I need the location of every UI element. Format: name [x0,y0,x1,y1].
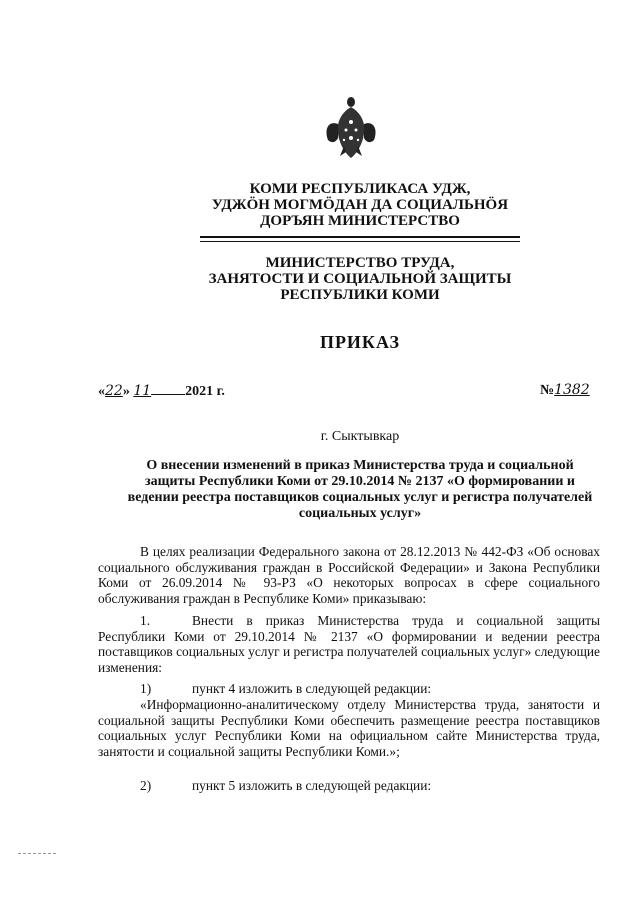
header-ru-line: РЕСПУБЛИКИ КОМИ [280,287,440,303]
order-date [98,382,225,400]
date-close-quote: » [122,384,130,399]
header-komi-line: ДОРЪЯН МИНИСТЕРСТВО [260,213,460,229]
clause-1 [98,613,600,675]
preamble-paragraph: В целях реализации Федерального закона от 28.12.2013 № 442-ФЗ «Об основах социального обслуживания граждан в Российской Федерации» и Закона Республики Коми от 26.09.2014 № 93-РЗ «О некоторых вопросах в сфере социального обслуживания граждан в Республике Коми» приказываю: [98,544,600,606]
item-number: 2) [140,778,152,793]
item-number: 1) [140,681,152,696]
date-month: 11 [133,383,152,399]
ministry-header-komi [0,181,640,229]
header-komi-line: КОМИ РЕСПУБЛИКАСА УДЖ, [249,181,471,197]
number-sign: № [540,383,555,398]
document-type-title: ПРИКАЗ [319,332,401,352]
page-corner-mark [18,853,56,854]
city-name: г. Сыктывкар [320,429,400,444]
date-open-quote: « [98,384,105,399]
item-text: пункт 4 изложить в следующей редакции: [192,681,432,696]
date-year: 2021 г. [185,384,225,399]
header-ru-line: ЗАНЯТОСТИ И СОЦИАЛЬНОЙ ЗАЩИТЫ [208,271,512,287]
item-text: пункт 5 изложить в следующей редакции: [192,778,432,793]
number-value: 1382 [554,382,590,398]
ministry-header-russian [0,255,640,303]
list-item [98,778,600,794]
quoted-amendment: «Информационно-аналитическому отделу Министерства труда, занятости и социальной защиты Республики Коми обеспечить размещение реестра поставщиков социальных услуг Республики Коми на официальном сайте Министерства труда, занятости и социальной защиты Республики Коми.»; [98,697,600,759]
date-day: 22 [105,383,123,399]
header-ru-line: МИНИСТЕРСТВО ТРУДА, [265,255,455,271]
order-number [540,382,590,399]
order-subject: О внесении изменений в приказ Министерства труда и социальной защиты Республики Коми от 29.10.2014 № 2137 «О формировании и ведении реестра поставщиков социальных услуг и регистра получателей социальных услуг» [127,458,593,521]
header-komi-line: УДЖÖН МОГМÖДАН ДА СОЦИАЛЬНÖЯ [211,197,509,213]
list-item [98,681,600,697]
header-divider-thin [200,241,520,242]
date-blank-line [151,382,185,395]
header-divider [200,236,520,238]
coat-of-arms-emblem [322,94,380,162]
clause-number: 1. [140,613,151,628]
clause-text: Внести в приказ Министерства труда и социальной защиты Республики Коми от 29.10.2014 № 2137 «О формировании и ведении реестра поставщиков социальных услуг и регистра получателей социальных услуг» следующие изменения: [98,613,600,675]
